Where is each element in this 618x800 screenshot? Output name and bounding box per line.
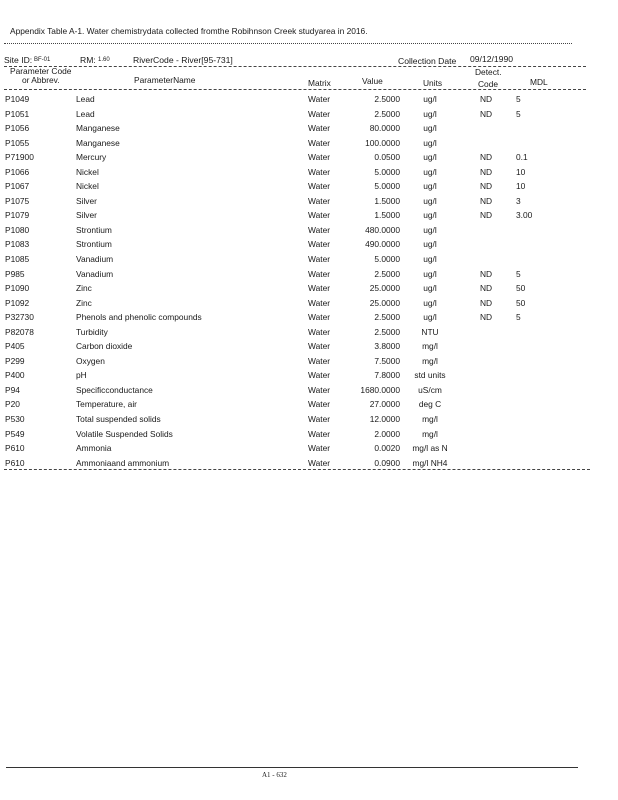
table-row bbox=[0, 368, 618, 383]
rm-label: RM: bbox=[80, 55, 96, 65]
matrix-cell: Water bbox=[308, 137, 331, 148]
detect-code-cell: ND bbox=[479, 297, 493, 308]
table-row bbox=[0, 325, 618, 340]
detect-code-cell: ND bbox=[479, 283, 493, 294]
units-cell: ug/l bbox=[423, 108, 437, 119]
units-cell: ug/l bbox=[423, 312, 437, 323]
detect-code-cell: ND bbox=[479, 94, 493, 104]
matrix-cell: Water bbox=[308, 312, 331, 323]
units-cell: ug/l bbox=[423, 239, 437, 250]
param-name-cell: Strontium bbox=[76, 239, 112, 250]
value-cell: 1.5000 bbox=[374, 195, 400, 206]
value-cell: 1680.0000 bbox=[360, 384, 400, 395]
param-code-cell: P1085 bbox=[5, 254, 30, 265]
col-mdl: MDL bbox=[530, 77, 548, 87]
mdl-cell: 5 bbox=[516, 268, 521, 279]
matrix-cell: Water bbox=[308, 152, 331, 163]
page-number: A1 - 632 bbox=[262, 771, 287, 779]
units-cell: ug/l bbox=[423, 94, 437, 104]
detect-code-cell: ND bbox=[479, 152, 493, 163]
param-code-cell: P1066 bbox=[5, 166, 30, 177]
param-name-cell: Silver bbox=[76, 195, 97, 206]
mdl-cell: 3 bbox=[516, 195, 521, 206]
table-row bbox=[0, 296, 618, 311]
matrix-cell: Water bbox=[308, 224, 331, 235]
value-cell: 2.5000 bbox=[374, 94, 400, 104]
param-name-cell: Temperature, air bbox=[76, 399, 137, 410]
value-cell: 2.5000 bbox=[374, 108, 400, 119]
param-code-cell: P1092 bbox=[5, 297, 30, 308]
table-row bbox=[0, 412, 618, 427]
units-cell: ug/l bbox=[423, 224, 437, 235]
mdl-cell: 0.1 bbox=[516, 152, 528, 163]
param-code-cell: P71900 bbox=[5, 152, 34, 163]
param-code-cell: P1075 bbox=[5, 195, 30, 206]
table-title: Appendix Table A-1. Water chemistrydata collected fromthe Robihnson Creek studyarea in 2016. bbox=[10, 26, 368, 36]
matrix-cell: Water bbox=[308, 166, 331, 177]
value-cell: 2.5000 bbox=[374, 326, 400, 337]
units-cell: mg/l bbox=[422, 414, 438, 425]
table-row bbox=[0, 427, 618, 442]
table-row bbox=[0, 281, 618, 296]
title-divider bbox=[4, 43, 572, 44]
matrix-cell: Water bbox=[308, 428, 331, 439]
units-cell: ug/l bbox=[423, 181, 437, 192]
value-cell: 5.0000 bbox=[374, 254, 400, 265]
matrix-cell: Water bbox=[308, 399, 331, 410]
matrix-cell: Water bbox=[308, 457, 331, 468]
table-row bbox=[0, 267, 618, 282]
param-code-cell: P1080 bbox=[5, 224, 30, 235]
collection-date-label: Collection Date bbox=[398, 56, 457, 66]
param-code-cell: P94 bbox=[5, 384, 20, 395]
value-cell: 7.8000 bbox=[374, 370, 400, 381]
detect-code-cell: ND bbox=[479, 108, 493, 119]
header-bottom-rule bbox=[4, 89, 586, 90]
table-row bbox=[0, 194, 618, 209]
units-cell: ug/l bbox=[423, 123, 437, 134]
value-cell: 1.5000 bbox=[374, 210, 400, 221]
param-name-cell: Zinc bbox=[76, 297, 92, 308]
matrix-cell: Water bbox=[308, 239, 331, 250]
table-row bbox=[0, 107, 618, 122]
param-code-cell: P20 bbox=[5, 399, 20, 410]
value-cell: 80.0000 bbox=[369, 123, 400, 134]
detect-code-cell: ND bbox=[479, 166, 493, 177]
col-matrix: Matrix bbox=[308, 78, 331, 88]
units-cell: mg/l bbox=[422, 355, 438, 366]
param-name-cell: Volatile Suspended Solids bbox=[76, 428, 173, 439]
collection-date-value: 09/12/1990 bbox=[470, 54, 514, 64]
mdl-cell: 5 bbox=[516, 312, 521, 323]
mdl-cell: 5 bbox=[516, 94, 521, 104]
param-name-cell: Silver bbox=[76, 210, 97, 221]
units-cell: ug/l bbox=[423, 283, 437, 294]
detect-code-cell: ND bbox=[479, 210, 493, 221]
matrix-cell: Water bbox=[308, 181, 331, 192]
matrix-cell: Water bbox=[308, 326, 331, 337]
table-row bbox=[0, 237, 618, 252]
value-cell: 5.0000 bbox=[374, 181, 400, 192]
value-cell: 2.5000 bbox=[374, 312, 400, 323]
matrix-cell: Water bbox=[308, 94, 331, 104]
site-id-value: BF-01 bbox=[34, 57, 51, 63]
param-code-cell: P1083 bbox=[5, 239, 30, 250]
param-name-cell: Phenols and phenolic compounds bbox=[76, 312, 202, 323]
matrix-cell: Water bbox=[308, 195, 331, 206]
matrix-cell: Water bbox=[308, 283, 331, 294]
units-cell: mg/l as N bbox=[412, 443, 448, 454]
table-row bbox=[0, 92, 618, 107]
table-row bbox=[0, 208, 618, 223]
param-name-cell: Nickel bbox=[76, 166, 99, 177]
param-name-cell: Total suspended solids bbox=[76, 414, 161, 425]
param-name-cell: Carbon dioxide bbox=[76, 341, 133, 352]
matrix-cell: Water bbox=[308, 384, 331, 395]
mdl-cell: 50 bbox=[516, 297, 526, 308]
param-code-cell: P400 bbox=[5, 370, 25, 381]
detect-code-cell: ND bbox=[479, 195, 493, 206]
units-cell: NTU bbox=[421, 326, 439, 337]
units-cell: ug/l bbox=[423, 297, 437, 308]
param-name-cell: Lead bbox=[76, 108, 95, 119]
matrix-cell: Water bbox=[308, 414, 331, 425]
param-name-cell: pH bbox=[76, 370, 87, 381]
col-detect-line2: Code bbox=[478, 79, 499, 89]
param-name-cell: Vanadium bbox=[76, 254, 114, 265]
matrix-cell: Water bbox=[308, 210, 331, 221]
table-body bbox=[0, 92, 618, 470]
units-cell: ug/l bbox=[423, 210, 437, 221]
mdl-cell: 3.00 bbox=[516, 210, 533, 221]
param-code-cell: P299 bbox=[5, 355, 25, 366]
param-name-cell: Vanadium bbox=[76, 268, 114, 279]
mdl-cell: 10 bbox=[516, 181, 526, 192]
mdl-cell: 10 bbox=[516, 166, 526, 177]
detect-code-cell: ND bbox=[479, 312, 493, 323]
table-row bbox=[0, 150, 618, 165]
footer-rule bbox=[6, 767, 578, 768]
value-cell: 25.0000 bbox=[369, 283, 400, 294]
param-name-cell: Mercury bbox=[76, 152, 107, 163]
col-value: Value bbox=[362, 76, 383, 86]
param-name-cell: Zinc bbox=[76, 283, 92, 294]
table-row bbox=[0, 339, 618, 354]
table-row bbox=[0, 397, 618, 412]
matrix-cell: Water bbox=[308, 341, 331, 352]
param-code-cell: P1079 bbox=[5, 210, 30, 221]
param-name-cell: Lead bbox=[76, 94, 95, 104]
param-code-cell: P82078 bbox=[5, 326, 34, 337]
param-code-cell: P405 bbox=[5, 341, 25, 352]
param-code-cell: P610 bbox=[5, 443, 25, 454]
value-cell: 0.0900 bbox=[374, 457, 400, 468]
value-cell: 5.0000 bbox=[374, 166, 400, 177]
units-cell: ug/l bbox=[423, 137, 437, 148]
param-code-cell: P32730 bbox=[5, 312, 34, 323]
matrix-cell: Water bbox=[308, 355, 331, 366]
value-cell: 2.5000 bbox=[374, 268, 400, 279]
value-cell: 25.0000 bbox=[369, 297, 400, 308]
units-cell: mg/l bbox=[422, 428, 438, 439]
value-cell: 0.0020 bbox=[374, 443, 400, 454]
mdl-cell: 50 bbox=[516, 283, 526, 294]
matrix-cell: Water bbox=[308, 268, 331, 279]
param-name-cell: Oxygen bbox=[76, 355, 105, 366]
param-code-cell: P549 bbox=[5, 428, 25, 439]
units-cell: ug/l bbox=[423, 268, 437, 279]
table-bottom-rule bbox=[4, 469, 590, 470]
value-cell: 480.0000 bbox=[365, 224, 400, 235]
table-row bbox=[0, 165, 618, 180]
param-name-cell: Ammoniaand ammonium bbox=[76, 457, 170, 468]
units-cell: deg C bbox=[418, 399, 442, 410]
units-cell: std units bbox=[414, 370, 446, 381]
param-name-cell: Turbidity bbox=[76, 326, 108, 337]
param-code-cell: P1049 bbox=[5, 94, 30, 104]
value-cell: 100.0000 bbox=[365, 137, 400, 148]
site-id-label: Site ID: bbox=[4, 55, 33, 65]
col-detect-line1: Detect. bbox=[475, 67, 502, 77]
value-cell: 12.0000 bbox=[369, 414, 400, 425]
units-cell: ug/l bbox=[423, 166, 437, 177]
units-cell: ug/l bbox=[423, 195, 437, 206]
col-param-code-line1: Parameter Code bbox=[10, 66, 72, 76]
units-cell: mg/l bbox=[422, 341, 438, 352]
value-cell: 7.5000 bbox=[374, 355, 400, 366]
rm-value: 1.60 bbox=[98, 57, 110, 63]
table-row bbox=[0, 441, 618, 456]
table-row bbox=[0, 223, 618, 238]
param-name-cell: Nickel bbox=[76, 181, 99, 192]
detect-code-cell: ND bbox=[479, 268, 493, 279]
param-code-cell: P530 bbox=[5, 414, 25, 425]
param-code-cell: P1055 bbox=[5, 137, 30, 148]
param-code-cell: P1090 bbox=[5, 283, 30, 294]
col-param-name: ParameterName bbox=[134, 75, 196, 85]
value-cell: 2.0000 bbox=[374, 428, 400, 439]
units-cell: ug/l bbox=[423, 152, 437, 163]
col-units: Units bbox=[423, 78, 443, 88]
param-name-cell: Strontium bbox=[76, 224, 112, 235]
value-cell: 27.0000 bbox=[369, 399, 400, 410]
mdl-cell: 5 bbox=[516, 108, 521, 119]
param-name-cell: Manganese bbox=[76, 123, 120, 134]
table-row bbox=[0, 179, 618, 194]
matrix-cell: Water bbox=[308, 123, 331, 134]
units-cell: mg/l NH4 bbox=[412, 457, 448, 468]
param-code-cell: P1056 bbox=[5, 123, 30, 134]
table-row bbox=[0, 354, 618, 369]
param-code-cell: P610 bbox=[5, 457, 25, 468]
param-name-cell: Specificconductance bbox=[76, 384, 153, 395]
matrix-cell: Water bbox=[308, 108, 331, 119]
matrix-cell: Water bbox=[308, 254, 331, 265]
detect-code-cell: ND bbox=[479, 181, 493, 192]
param-code-cell: P1051 bbox=[5, 108, 30, 119]
matrix-cell: Water bbox=[308, 370, 331, 381]
units-cell: ug/l bbox=[423, 254, 437, 265]
matrix-cell: Water bbox=[308, 443, 331, 454]
matrix-cell: Water bbox=[308, 297, 331, 308]
value-cell: 490.0000 bbox=[365, 239, 400, 250]
table-row bbox=[0, 121, 618, 136]
table-row bbox=[0, 310, 618, 325]
param-code-cell: P985 bbox=[5, 268, 25, 279]
units-cell: uS/cm bbox=[418, 384, 442, 395]
table-row bbox=[0, 383, 618, 398]
table-row bbox=[0, 136, 618, 151]
value-cell: 3.8000 bbox=[374, 341, 400, 352]
param-name-cell: Manganese bbox=[76, 137, 120, 148]
value-cell: 0.0500 bbox=[374, 152, 400, 163]
param-code-cell: P1067 bbox=[5, 181, 30, 192]
river-code: RiverCode - River[95-731] bbox=[133, 55, 233, 65]
col-param-code-line2: or Abbrev. bbox=[22, 75, 60, 85]
param-name-cell: Ammonia bbox=[76, 443, 112, 454]
table-row bbox=[0, 252, 618, 267]
